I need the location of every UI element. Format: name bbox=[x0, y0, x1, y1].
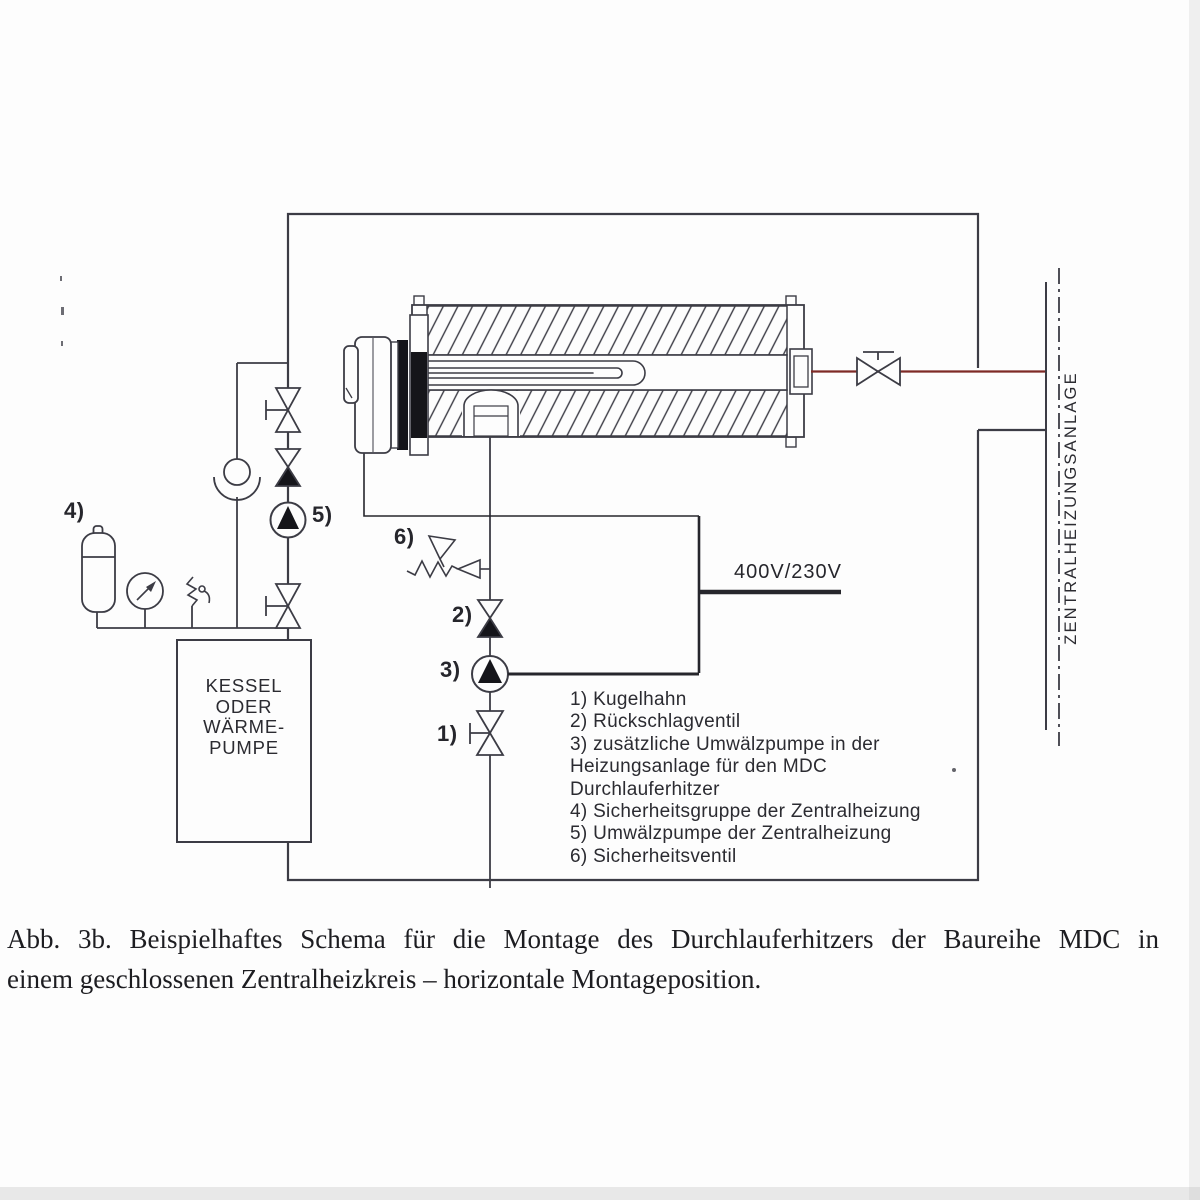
kessel-line: WÄRME- bbox=[203, 716, 285, 737]
pressure-gauge-icon bbox=[127, 573, 163, 609]
heater-supply-wire bbox=[364, 452, 699, 516]
heater-cap bbox=[344, 315, 428, 455]
safety-group-manifold bbox=[97, 363, 288, 628]
legend bbox=[570, 689, 921, 868]
label-6: 6) bbox=[394, 524, 415, 549]
central-heating-interface bbox=[1046, 268, 1059, 746]
legend-line: 4) Sicherheitsgruppe der Zentralheizung bbox=[570, 801, 921, 823]
legend-line: Durchlauferhitzer bbox=[570, 778, 720, 800]
pump-5-icon bbox=[271, 503, 306, 538]
label-4: 4) bbox=[64, 498, 85, 523]
funnel-drain-icon bbox=[214, 459, 260, 500]
power-rating-label: 400V/230V bbox=[734, 561, 842, 583]
page-edge-bottom bbox=[0, 1187, 1200, 1200]
legend-line: 3) zusätzliche Umwälzpumpe in der bbox=[570, 733, 880, 755]
bottom-port bbox=[462, 390, 520, 436]
shutoff-valve-icon bbox=[857, 352, 900, 385]
legend-line: 2) Rückschlagventil bbox=[570, 711, 741, 733]
ball-valve-left-top-icon bbox=[266, 388, 300, 432]
caption-line-1: Abb. 3b. Beispielhaftes Schema für die Montage des Durchlauferhitzers der Baureihe MDC in bbox=[7, 924, 1159, 954]
kessel-box-label bbox=[177, 640, 311, 842]
safety-valve-6-icon bbox=[407, 536, 490, 578]
legend-line: 5) Umwälzpumpe der Zentralheizung bbox=[570, 823, 892, 845]
kessel-line: ODER bbox=[215, 695, 273, 717]
ball-valve-1-icon bbox=[470, 711, 503, 755]
check-valve-left-icon bbox=[276, 449, 300, 486]
page-edge-right bbox=[1189, 0, 1200, 1200]
legend-line: Heizungsanlage für den MDC bbox=[570, 756, 828, 778]
caption-line-2: einem geschlossenen Zentralheizkreis – horizontale Montageposition. bbox=[7, 964, 762, 994]
check-valve-2-icon bbox=[478, 600, 502, 637]
kessel-line: PUMPE bbox=[209, 736, 279, 758]
legend-line: 1) Kugelhahn bbox=[570, 689, 687, 710]
label-1: 1) bbox=[437, 721, 458, 746]
heater-outlet bbox=[790, 349, 812, 394]
label-3: 3) bbox=[440, 657, 461, 682]
mdc-heater-illustration bbox=[344, 296, 812, 455]
pump-3-icon bbox=[472, 656, 508, 692]
ball-valve-left-bottom-icon bbox=[266, 584, 300, 628]
central-heating-system-label: ZENTRALHEIZUNGSANLAGE bbox=[1062, 371, 1080, 645]
expansion-vessel-icon bbox=[82, 526, 115, 612]
legend-line: 6) Sicherheitsventil bbox=[570, 845, 737, 867]
relief-valve-icon bbox=[187, 577, 209, 606]
insulation-top bbox=[427, 306, 787, 355]
label-2: 2) bbox=[452, 602, 473, 627]
kessel-line: KESSEL bbox=[205, 675, 283, 696]
label-5: 5) bbox=[312, 502, 333, 527]
vessel-body bbox=[82, 533, 115, 612]
